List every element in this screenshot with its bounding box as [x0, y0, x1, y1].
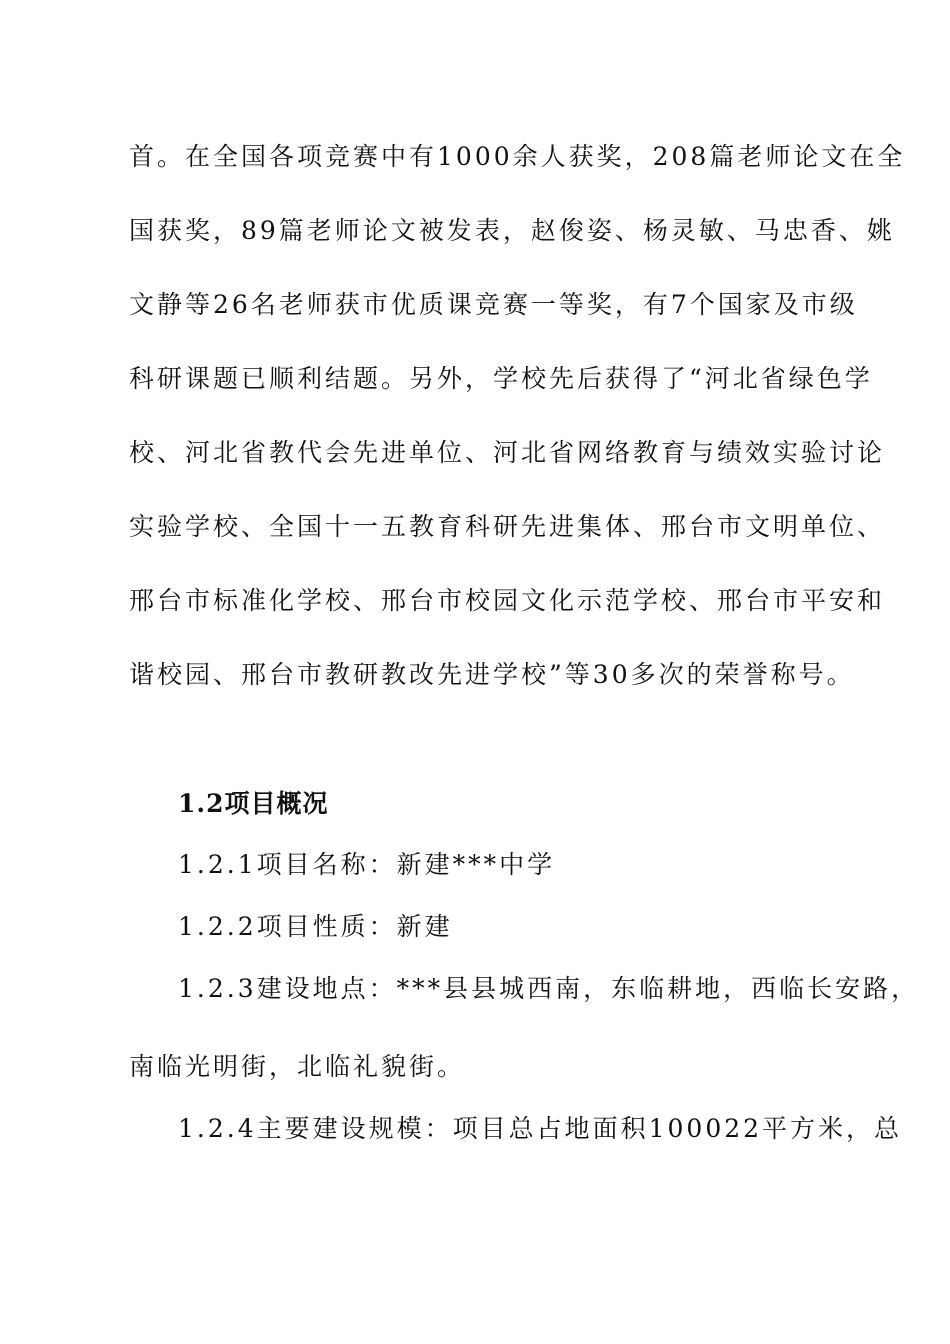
paragraph-line: 科研课题已顺利结题。另外，学校先后获得了“河北省绿色学: [129, 364, 873, 393]
paragraph-line: 文静等26名老师获市优质课竞赛一等奖，有7个国家及市级: [129, 290, 858, 319]
item-location: 1.2.3建设地点：***县县城西南，东临耕地，西临长安路，: [178, 974, 920, 1003]
paragraph-line: 国获奖，89篇老师论文被发表，赵俊姿、杨灵敏、马忠香、姚: [129, 216, 895, 245]
item-scale: 1.2.4主要建设规模：项目总占地面积100022平方米，总: [178, 1114, 903, 1143]
section-heading: 1.2项目概况: [178, 789, 329, 818]
item-project-nature: 1.2.2项目性质：新建: [178, 912, 453, 941]
paragraph-line: 邢台市标准化学校、邢台市校园文化示范学校、邢台市平安和: [129, 586, 886, 615]
item-project-name: 1.2.1项目名称：新建***中学: [178, 850, 556, 879]
paragraph-line: 谐校园、邢台市教研教改先进学校”等30多次的荣誉称号。: [129, 660, 855, 689]
paragraph-line: 校、河北省教代会先进单位、河北省网络教育与绩效实验讨论: [129, 438, 886, 467]
paragraph-line: 首。在全国各项竞赛中有1000余人获奖，208篇老师论文在全: [129, 142, 906, 171]
paragraph-line: 实验学校、全国十一五教育科研先进集体、邢台市文明单位、: [129, 512, 886, 541]
item-location-continued: 南临光明街，北临礼貌街。: [129, 1052, 466, 1081]
